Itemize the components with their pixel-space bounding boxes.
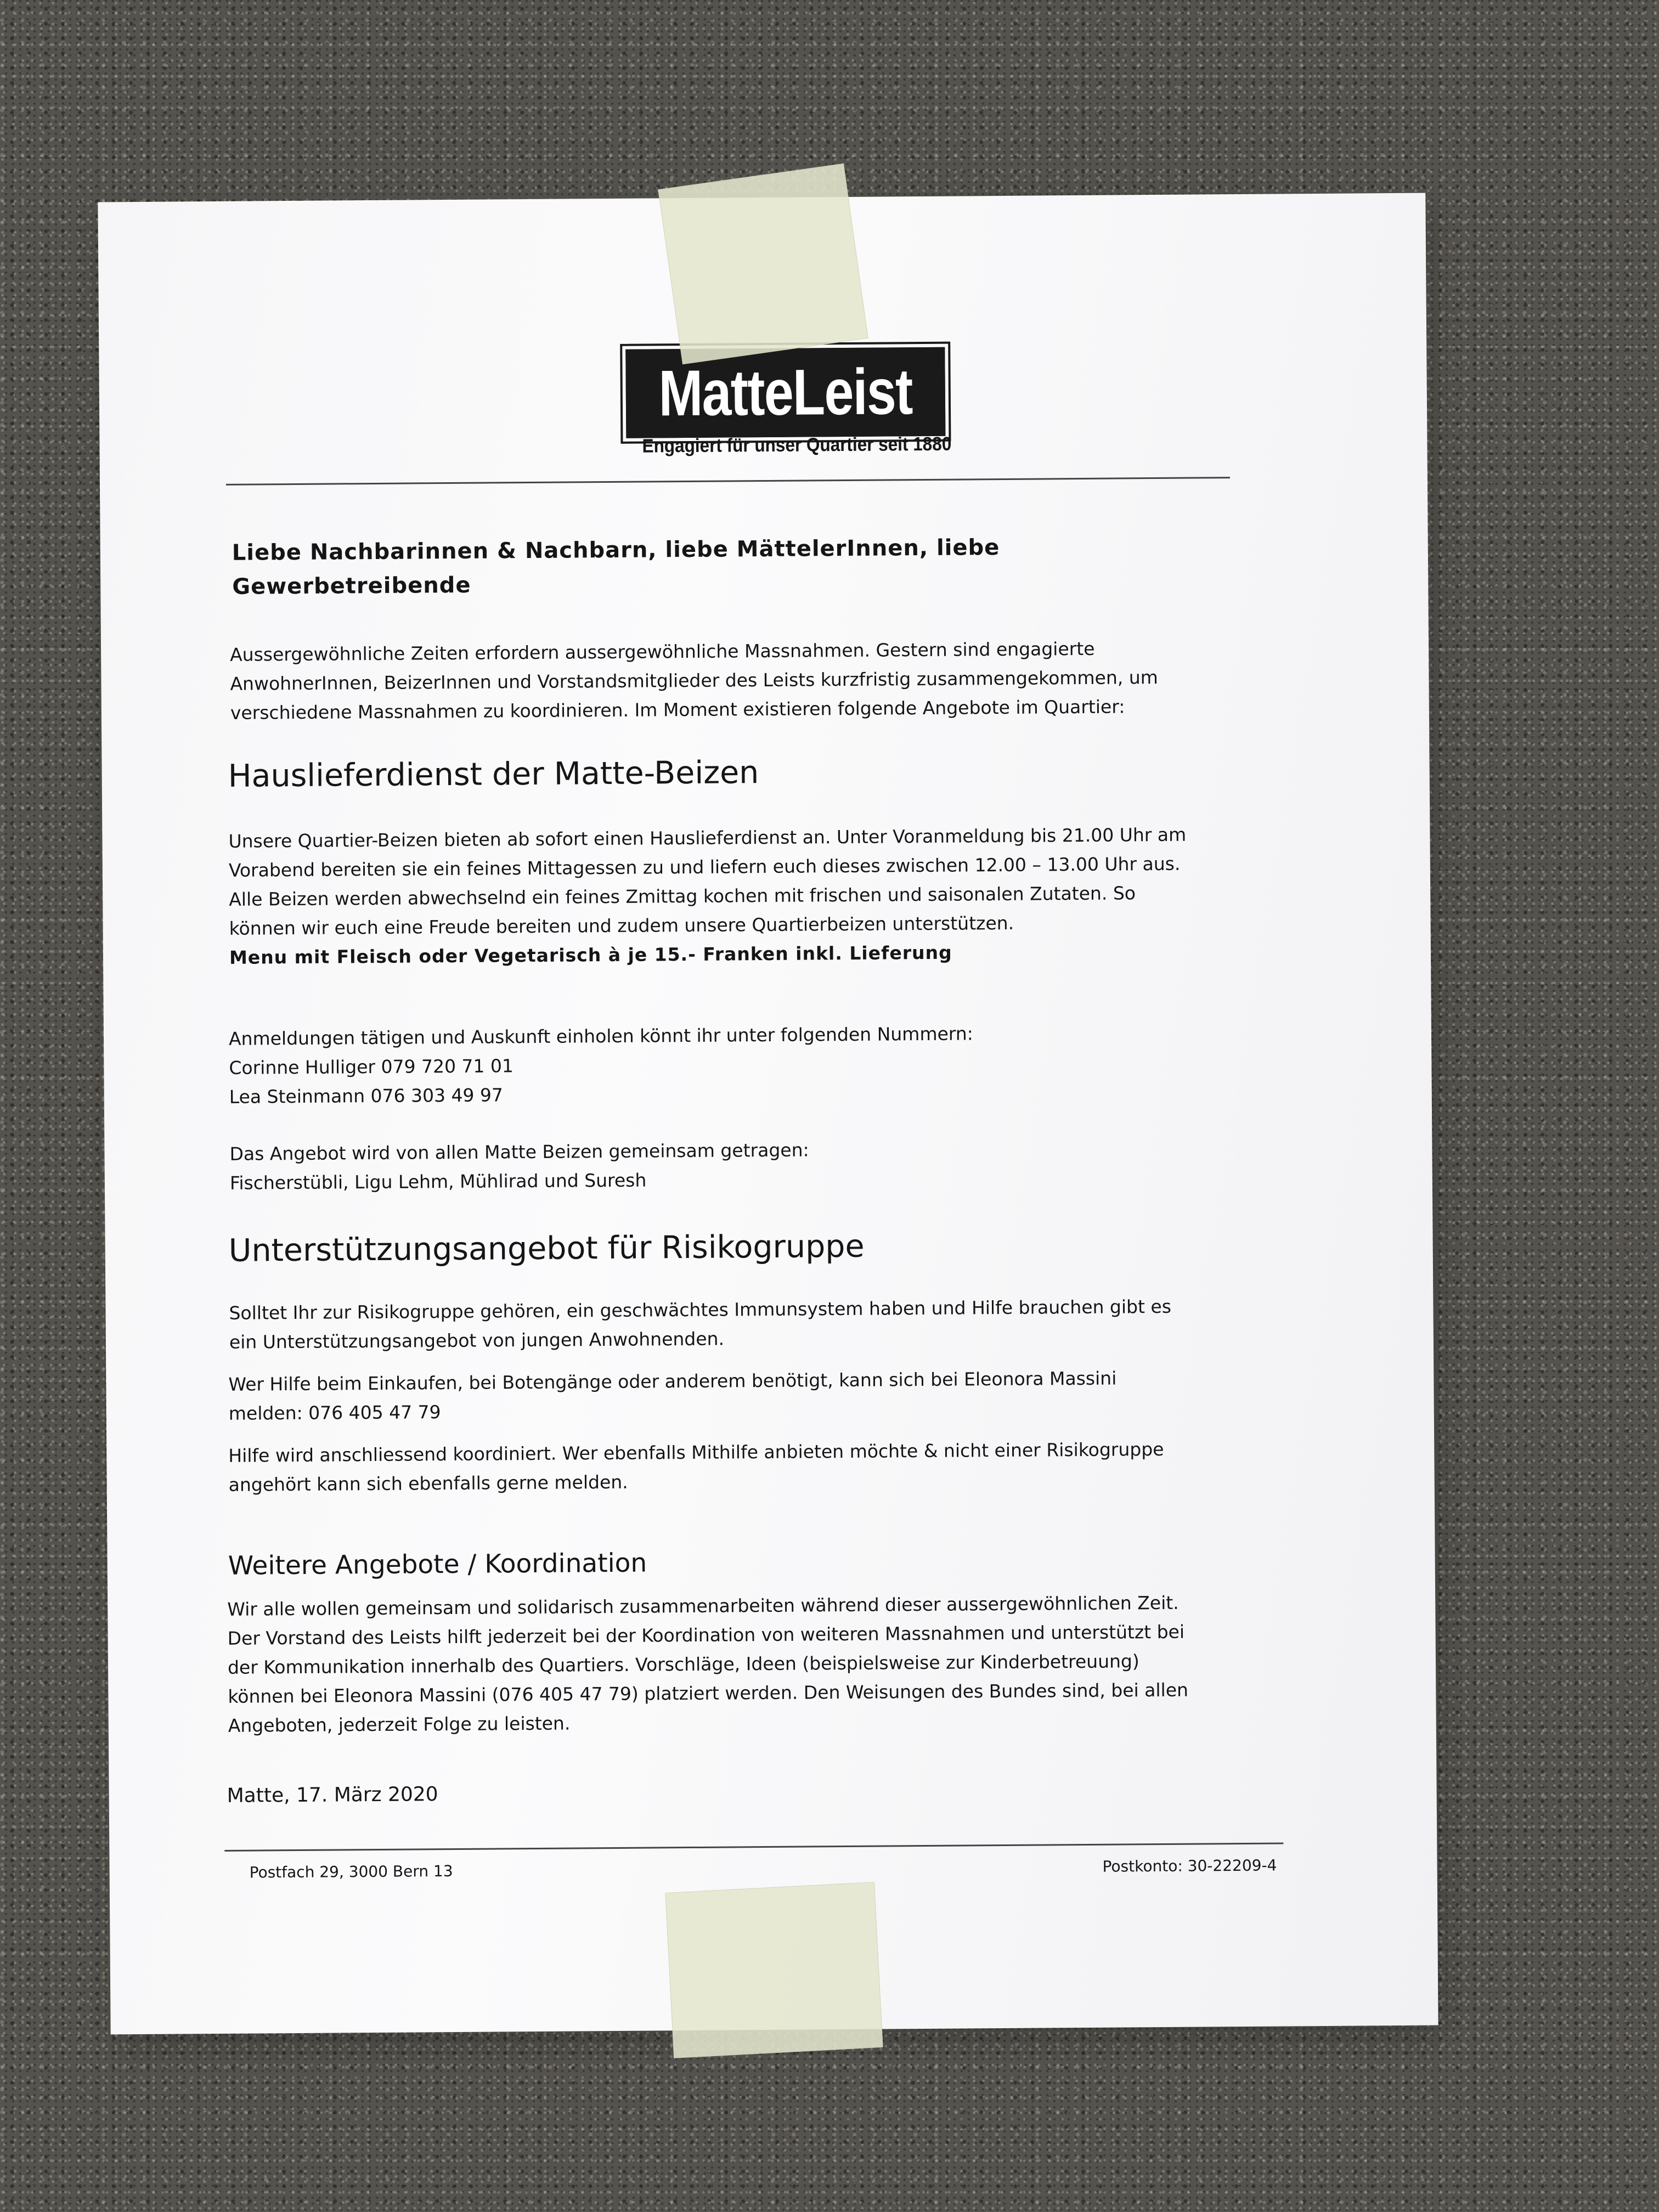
contacts-block [229, 1019, 974, 1111]
koordination-paragraph [227, 1588, 1188, 1740]
intro-paragraph [230, 634, 1158, 727]
header-divider [226, 477, 1230, 486]
supporters-block [229, 1135, 809, 1197]
adhesive-tape-top [658, 163, 868, 364]
paragraph-line: der Kommunikation innerhalb des Quartiers. Vorschläge, Ideen (beispielsweise zur Kinderbetreuung) [227, 1650, 1139, 1678]
paragraph-line: Alle Beizen werden abwechselnd ein feines Zmittag kochen mit frischen und saisonalen Zutaten. So [229, 882, 1136, 910]
risikogruppe-paragraph-1 [229, 1292, 1171, 1357]
hauslieferdienst-paragraph [228, 820, 1187, 972]
paragraph-line: Wer Hilfe beim Einkaufen, bei Botengänge oder anderem benötigt, kann sich bei Eleonora Massini [228, 1367, 1117, 1395]
paragraph-line: Solltet Ihr zur Risikogruppe gehören, ein geschwächtes Immunsystem haben und Hilfe brauchen gibt es [229, 1295, 1172, 1324]
paragraph-line: können bei Eleonora Massini (076 405 47 79) platziert werden. Den Weisungen des Bundes sind, bei allen [228, 1679, 1189, 1707]
paragraph-line: Hilfe wird anschliessend koordiniert. Wer ebenfalls Mithilfe anbieten möchte & nicht einer Risikogruppe [228, 1438, 1164, 1466]
footer-account: Postkonto: 30-22209-4 [1102, 1856, 1277, 1876]
logo-tagline: Engagiert für unser Quartier seit 1880 [642, 433, 952, 457]
supporters-intro: Das Angebot wird von allen Matte Beizen gemeinsam getragen: [229, 1139, 809, 1165]
menu-price-line: Menu mit Fleisch oder Vegetarisch à je 15.- Franken inkl. Lieferung [229, 941, 952, 968]
intro-line: Aussergewöhnliche Zeiten erfordern aussergewöhnliche Massnahmen. Gestern sind engagierte [229, 637, 1095, 665]
section-heading-koordination: Weitere Angebote / Koordination [228, 1548, 647, 1581]
adhesive-tape-bottom [665, 1882, 883, 2058]
paragraph-line: Angeboten, jederzeit Folge zu leisten. [228, 1712, 571, 1736]
section-heading-risikogruppe: Unterstützungsangebot für Risikogruppe [228, 1228, 865, 1269]
paragraph-line: ein Unterstützungsangebot von jungen Anwohnenden. [229, 1328, 725, 1353]
paragraph-line: Unsere Quartier-Beizen bieten ab sofort einen Hauslieferdienst an. Unter Voranmeldung bis 21.00 Uhr am [228, 823, 1187, 852]
footer-address: Postfach 29, 3000 Bern 13 [249, 1862, 453, 1882]
paragraph-line: können wir euch eine Freude bereiten und zudem unsere Quartierbeizen unterstützen. [229, 912, 1014, 939]
notice-sheet [98, 193, 1438, 2035]
paragraph-line: Vorabend bereiten sie ein feines Mittagessen zu und liefern euch dieses zwischen 12.00 – 13.00 Uhr aus. [228, 853, 1181, 881]
paragraph-line: melden: 076 405 47 79 [228, 1401, 441, 1424]
supporters-list: Fischerstübli, Ligu Lehm, Mühlirad und Suresh [229, 1169, 647, 1194]
paragraph-line: Der Vorstand des Leists hilft jederzeit bei der Koordination von weiteren Massnahmen und unterstützt bei [227, 1621, 1185, 1649]
paragraph-line: angehört kann sich ebenfalls gerne melden. [228, 1471, 628, 1496]
intro-line: AnwohnerInnen, BeizerInnen und Vorstandsmitglieder des Leists kurzfristig zusammengekommen, um [230, 667, 1159, 695]
greeting-line-2: Gewerbetreibende [232, 572, 471, 600]
contact-lea: Lea Steinmann 076 303 49 97 [229, 1084, 504, 1108]
section-heading-hauslieferdienst: Hauslieferdienst der Matte-Beizen [228, 754, 759, 794]
greeting-line-1: Liebe Nachbarinnen & Nachbarn, liebe MättelerInnen, liebe [232, 535, 1000, 566]
date-line: Matte, 17. März 2020 [227, 1783, 438, 1807]
intro-line: verschiedene Massnahmen zu koordinieren. Im Moment existieren folgende Angebote im Quartier: [230, 696, 1125, 724]
greeting [232, 531, 1000, 604]
matteleist-logo [625, 347, 945, 438]
risikogruppe-paragraph-3 [228, 1435, 1164, 1499]
contacts-intro: Anmeldungen tätigen und Auskunft einholen könnt ihr unter folgenden Nummern: [228, 1023, 973, 1049]
risikogruppe-paragraph-2 [228, 1364, 1117, 1428]
paragraph-line: Wir alle wollen gemeinsam und solidarisch zusammenarbeiten während dieser aussergewöhnlichen Zeit. [227, 1592, 1179, 1620]
logo-wordmark: MatteLeist [658, 356, 913, 430]
footer-divider [224, 1842, 1283, 1851]
contact-corinne: Corinne Hulliger 079 720 71 01 [229, 1055, 514, 1079]
